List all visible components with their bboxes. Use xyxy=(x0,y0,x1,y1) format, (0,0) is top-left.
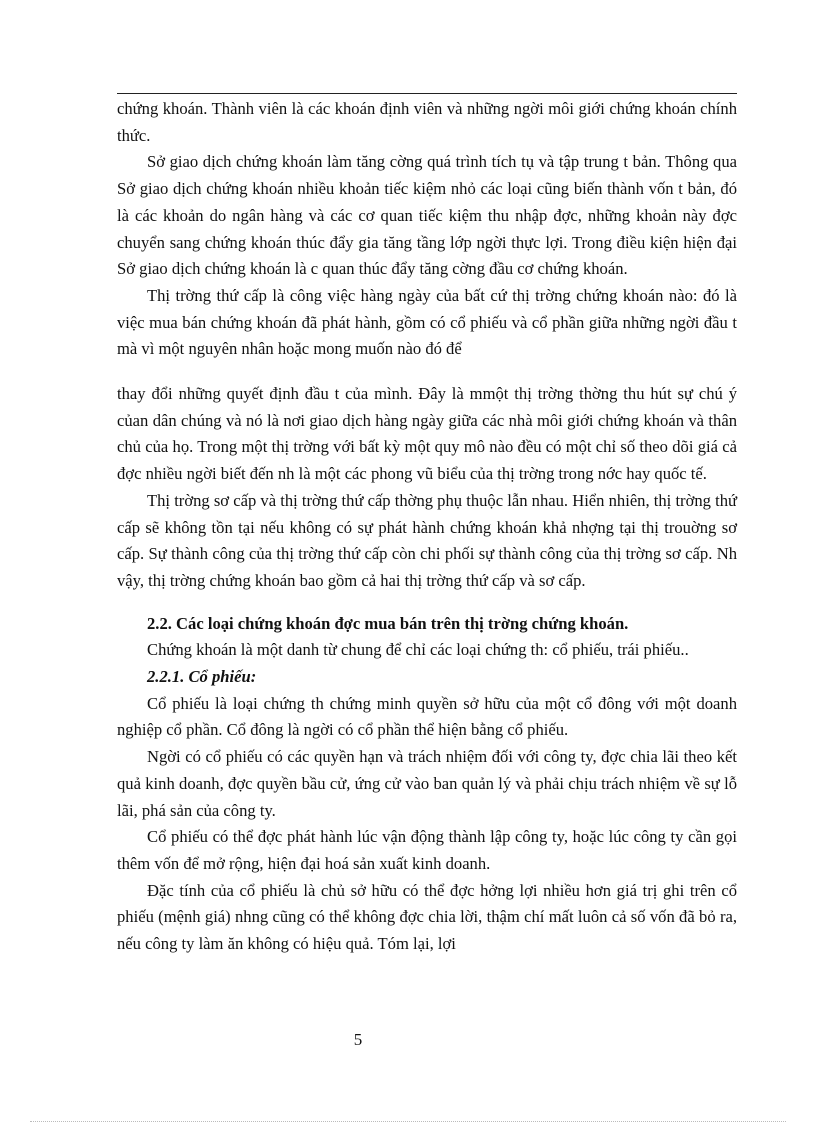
paragraph: Thị trờng thứ cấp là công việc hàng ngày của bất cứ thị trờng chứng khoán nào: đó là việc mua bán chứng khoán đã phát hành, gồm có cổ phiếu và cổ phần giữa những ngời đầu t mà vì một nguyên nhân hoặc mong muốn nào đó để xyxy=(117,285,737,359)
section-gap xyxy=(117,595,737,611)
paragraph: Cổ phiếu có thể đợc phát hành lúc vận động thành lập công ty, hoặc lúc công ty cần gọi thêm vốn để mở rộng, hiện đại hoá sản xuất kinh doanh. xyxy=(117,827,737,873)
section-heading: 2.2. Các loại chứng khoán đợc mua bán trên thị trờng chứng khoán. xyxy=(147,613,629,633)
page-body xyxy=(117,96,737,958)
paragraph: Chứng khoán là một danh từ chung để chỉ các loại chứng th: cổ phiếu, trái phiếu.. xyxy=(147,640,689,660)
paragraph: Ngời có cổ phiếu có các quyền hạn và trách nhiệm đối với công ty, đợc chia lãi theo kết quả kinh doanh, đợc quyền bầu cử, ứng cử vào ban quản lý và phải chịu trách nhiệm về sự lỗ lãi, phá sản của công ty. xyxy=(117,747,737,820)
paragraph-gap xyxy=(117,363,737,381)
paragraph: Cổ phiếu là loại chứng th chứng minh quyền sở hữu của một cổ đông với một doanh nghiệp cổ phần. Cổ đông là ngời có cổ phần thể hiện bằng cổ phiếu. xyxy=(117,693,737,740)
header-rule xyxy=(117,93,737,94)
subsection-heading: 2.2.1. Cổ phiếu: xyxy=(147,667,257,687)
page-bottom-border xyxy=(30,1121,786,1122)
paragraph: thay đổi những quyết định đầu t của mình. Đây là mmột thị trờng thờng thu hút sự chú ý củan dân chúng và nó là nơi giao dịch hàng ngày giữa các nhà môi giới chứng khoán và thân chủ của họ. Trong một thị trờng với bất kỳ một quy mô nào đều có một chỉ số theo dõi giá cả đợc nhiều ngời biết đến nh là một các phong vũ biểu của thị trờng trong nớc hay quốc tế. xyxy=(117,384,737,484)
paragraph: chứng khoán. Thành viên là các khoán định viên và những ngời môi giới chứng khoán chính thức. xyxy=(117,99,737,145)
paragraph: Thị trờng sơ cấp và thị trờng thứ cấp thờng phụ thuộc lẫn nhau. Hiển nhiên, thị trờng thứ cấp sẽ không tồn tại nếu không có sự phát hành chứng khoán khả nhợng tại thị trouờng sơ cấp. Sự thành công của thị trờng thứ cấp còn chi phối sự thành công của thị trờng sơ cấp. Nh vậy, thị trờng chứng khoán bao gồm cả hai thị trờng thứ cấp và sơ cấp. xyxy=(117,490,737,590)
paragraph: Sở giao dịch chứng khoán làm tăng cờng quá trình tích tụ và tập trung t bản. Thông qua Sở giao dịch chứng khoán nhiều khoản tiếc kiệm nhỏ các loại cũng biến thành vốn t bản, đó là các khoản do ngân hàng và các cơ quan tiếc kiệm thu nhập đợc, những khoản này đợc chuyển sang chứng khoán thúc đẩy gia tăng tầng lớp ngời thực lợi. Trong điều kiện hiện đại Sở giao dịch chứng khoán là c quan thúc đẩy tăng cờng đầu cơ chứng khoán. xyxy=(117,152,737,279)
page-number: 5 xyxy=(353,1030,363,1049)
paragraph: Đặc tính của cổ phiếu là chủ sở hữu có thể đợc hởng lợi nhiều hơn giá trị ghi trên cổ phiếu (mệnh giá) nhng cũng có thể không đợc chia lời, thậm chí mất luôn cả số vốn đã bỏ ra, nếu công ty làm ăn không có hiệu quả. Tóm lại, lợi xyxy=(117,880,737,954)
